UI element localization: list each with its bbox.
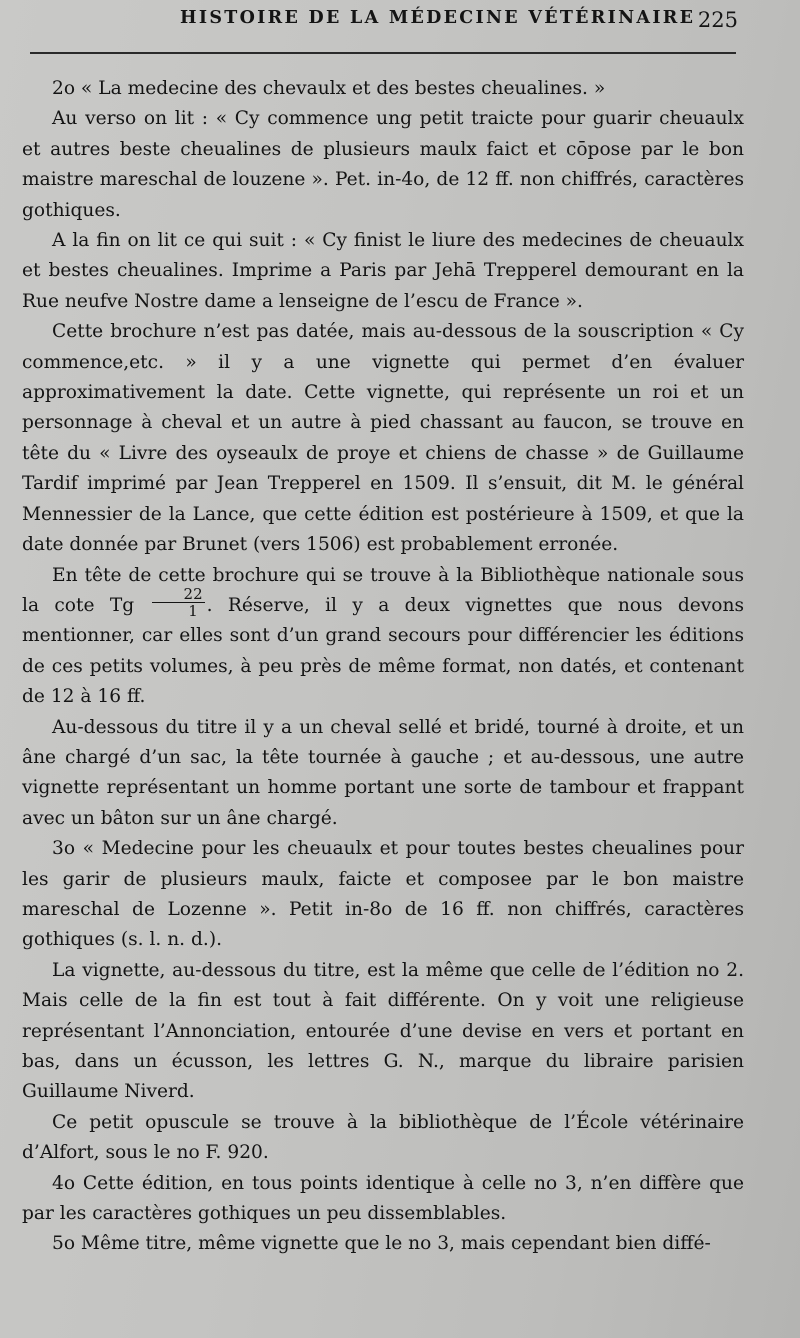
fraction-numerator: 22: [152, 586, 205, 603]
paragraph: 5o Même titre, même vignette que le no 3, mais cependant bien diffé-: [52, 1233, 711, 1255]
paragraph: La vignette, au-dessous du titre, est la même que celle de l’édition no 2. Mais celle de la fin est tout à fait différente. On y voit une religieuse représentant l’Annonciation, entourée d’une devise en vers et portant en bas, dans un écusson, les lettres G. N., marque du libraire parisien Guillaume Niverd.: [22, 959, 744, 1103]
paragraph: 2o « La medecine des chevaulx et des bestes cheualines. »: [52, 78, 606, 99]
text-before-fraction: En tête de cette brochure qui se trouve à la Bibliothèque nationale sous la cote Tg: [22, 564, 744, 616]
header-rule: [30, 52, 736, 54]
paragraph: Ce petit opuscule se trouve à la bibliothèque de l’École vétérinaire d’Alfort, sous le no F. 920.: [22, 1111, 744, 1164]
body-text: [22, 74, 744, 1260]
text-after-fraction: . Réserve, il y a deux vignettes que nous devons mentionner, car elles sont d’un grand secours pour différencier les éditions de ces petits volumes, à peu près de même format, non datés, et contenant de 12 à 16 ff.: [22, 594, 745, 708]
paragraph: Au verso on lit : « Cy commence ung petit traicte pour guarir cheuaulx et autres beste cheualines de plusieurs maulx faict et cōpose par le bon maistre mareschal de louzene ». Pet. in-4o, de 12 ff. non chiffrés, caractères gothiques.: [22, 108, 744, 221]
paragraph-with-call-number: [22, 561, 744, 713]
paragraph: A la fin on lit ce qui suit : « Cy finist le liure des medecines de cheuaulx et bestes cheualines. Imprime a Paris par Jehā Trepperel demourant en la Rue neufve Nostre dame a lenseigne de l’escu de France ».: [22, 230, 744, 312]
call-number-fraction: [152, 586, 205, 619]
paragraph: 3o « Medecine pour les cheuaulx et pour toutes bestes cheualines pour les garir de plusieurs maulx, faicte et composee par le bon maistre mareschal de Lozenne ». Petit in-8o de 16 ff. non chiffrés, caractères gothiques (s. l. n. d.).: [22, 838, 744, 951]
page-header: [30, 4, 772, 44]
paragraph: Au-dessous du titre il y a un cheval sellé et bridé, tourné à droite, et un âne chargé d’un sac, la tête tournée à gauche ; et au-dessous, une autre vignette représentant un homme portant une sorte de tambour et frappant avec un bâton sur un âne chargé.: [22, 716, 744, 829]
fraction-denominator: 1: [188, 602, 198, 621]
paragraph: 4o Cette édition, en tous points identique à celle no 3, n’en diffère que par les caractères gothiques un peu dissemblables.: [22, 1172, 744, 1225]
paragraph: Cette brochure n’est pas datée, mais au-dessous de la souscription « Cy commence,etc. » il y a une vignette qui permet d’en évaluer approximativement la date. Cette vignette, qui représente un roi et un personnage à cheval et un autre à pied chassant au faucon, se trouve en tête du « Livre des oyseaulx de proye et chiens de chasse » de Guillaume Tardif imprimé par Jean Trepperel en 1509. Il s’ensuit, dit M. le général Mennessier de la Lance, que cette édition est postérieure à 1509, et que la date donnée par Brunet (vers 1506) est probablement erronée.: [22, 321, 744, 556]
running-title: HISTOIRE DE LA MÉDECINE VÉTÉRINAIRE: [180, 8, 696, 28]
page-number: 225: [697, 8, 738, 32]
